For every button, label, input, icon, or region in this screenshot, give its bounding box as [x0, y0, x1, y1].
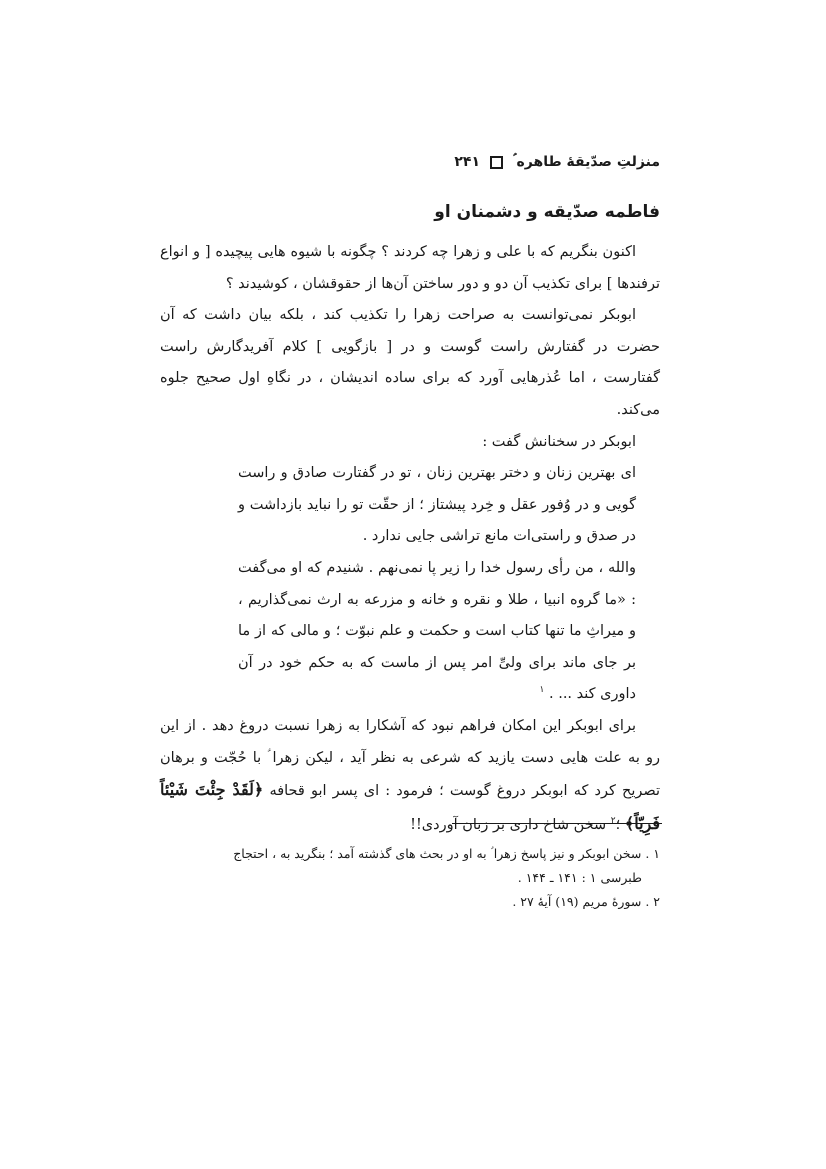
section-title: فاطمه صدّیقه و دشمنان او — [434, 202, 660, 222]
running-title: منزلتِ صدّیقهٔ طاهره ؑ — [513, 154, 660, 170]
paragraph-3: ابوبکر در سخنانش گفت : — [482, 433, 636, 450]
paragraph-4 — [160, 711, 660, 841]
paragraph-2: ابوبکر نمی‌توانست به صراحت زهرا را تکذیب کند ، بلکه بیان داشت که آن حضرت در گفتارش راست گوست و در [ بازگویی ] کلام آفریدگارش راست گفتارست ، اما عُذرهایی آورد که برای ساده اندیشان ، در نگاهِ اول صحیح جلوه می‌کند. — [160, 307, 660, 418]
footnotes — [160, 842, 660, 914]
quote-2 — [238, 553, 636, 711]
paragraph-4-tail: سخن شاخ داری بر زبان آوردی!! — [410, 816, 607, 833]
paragraph-1: اکنون بنگریم که با علی و زهرا چه کردند ؟ چگونه با شیوه هایی پیچیده [ و انواع ترفندها ] برای تکذیب آن دو و دور ساختن آن‌ها از حقوقشان ، کوشیدند ؟ — [160, 244, 660, 292]
footnote-ref-1: ۱ — [539, 685, 545, 696]
footnote-1-continued: طبرسی ۱ : ۱۴۱ ـ ۱۴۴ . — [517, 870, 642, 885]
paragraph-4-sep: ؛ — [615, 816, 621, 833]
footnote-2: ۲ . سورهٔ مریم (۱۹) آیهٔ ۲۷ . — [512, 894, 660, 909]
quote-1: ای بهترین زنان و دختر بهترین زنان ، تو در گفتارت صادق و راست گویی و در وُفور عقل و خِرد پیشتاز ؛ از حقّت تو را نباید بازداشت و در صدق و راستی‌ات مانع تراشی جایی ندارد . — [238, 465, 636, 545]
footnote-1: ۱ . سخن ابوبکر و نیز پاسخ زهرا ؑ به او در بحث های گذشته آمد ؛ بنگرید به ، احتجاج — [233, 846, 660, 861]
quran-verse: ﴿لَقَدْ جِئْتَ شَيْئاً فَرِيّاً﴾ — [160, 780, 660, 833]
quote-2-text: والله ، من رأی رسول خدا را زیر پا نمی‌نهم . شنیدم که او می‌گفت : «ما گروه انبیا ، طلا و نقره و خانه و مزرعه به ارث نمی‌گذاریم ، و میراثِ ما تنها کتاب است و حکمت و علم نبوّت ؛ و مالی که از ما بر جای ماند برای ولیِّ امر پس از ماست که به حکم خود در آن داوری کند ... . — [238, 559, 636, 703]
paragraph-4-lead: برای ابوبکر این امکان فراهم نبود که آشکارا به زهرا نسبت دروغ دهد . از این رو به علت هایی دست یازید که شرعی به نظر آید ، لیکن زهرا ؑ با حُجّت و برهان تصریح کرد که ابوبکر دروغ گوست ؛ فرمود : ای پسر ابو قحافه — [160, 717, 661, 800]
page-number: ۲۴۱ — [454, 154, 481, 170]
footnote-ref-2: ۲ — [610, 815, 616, 826]
header-square-icon — [490, 156, 503, 169]
running-header — [160, 150, 660, 174]
body-text — [160, 237, 660, 841]
footnote-divider — [452, 823, 662, 824]
